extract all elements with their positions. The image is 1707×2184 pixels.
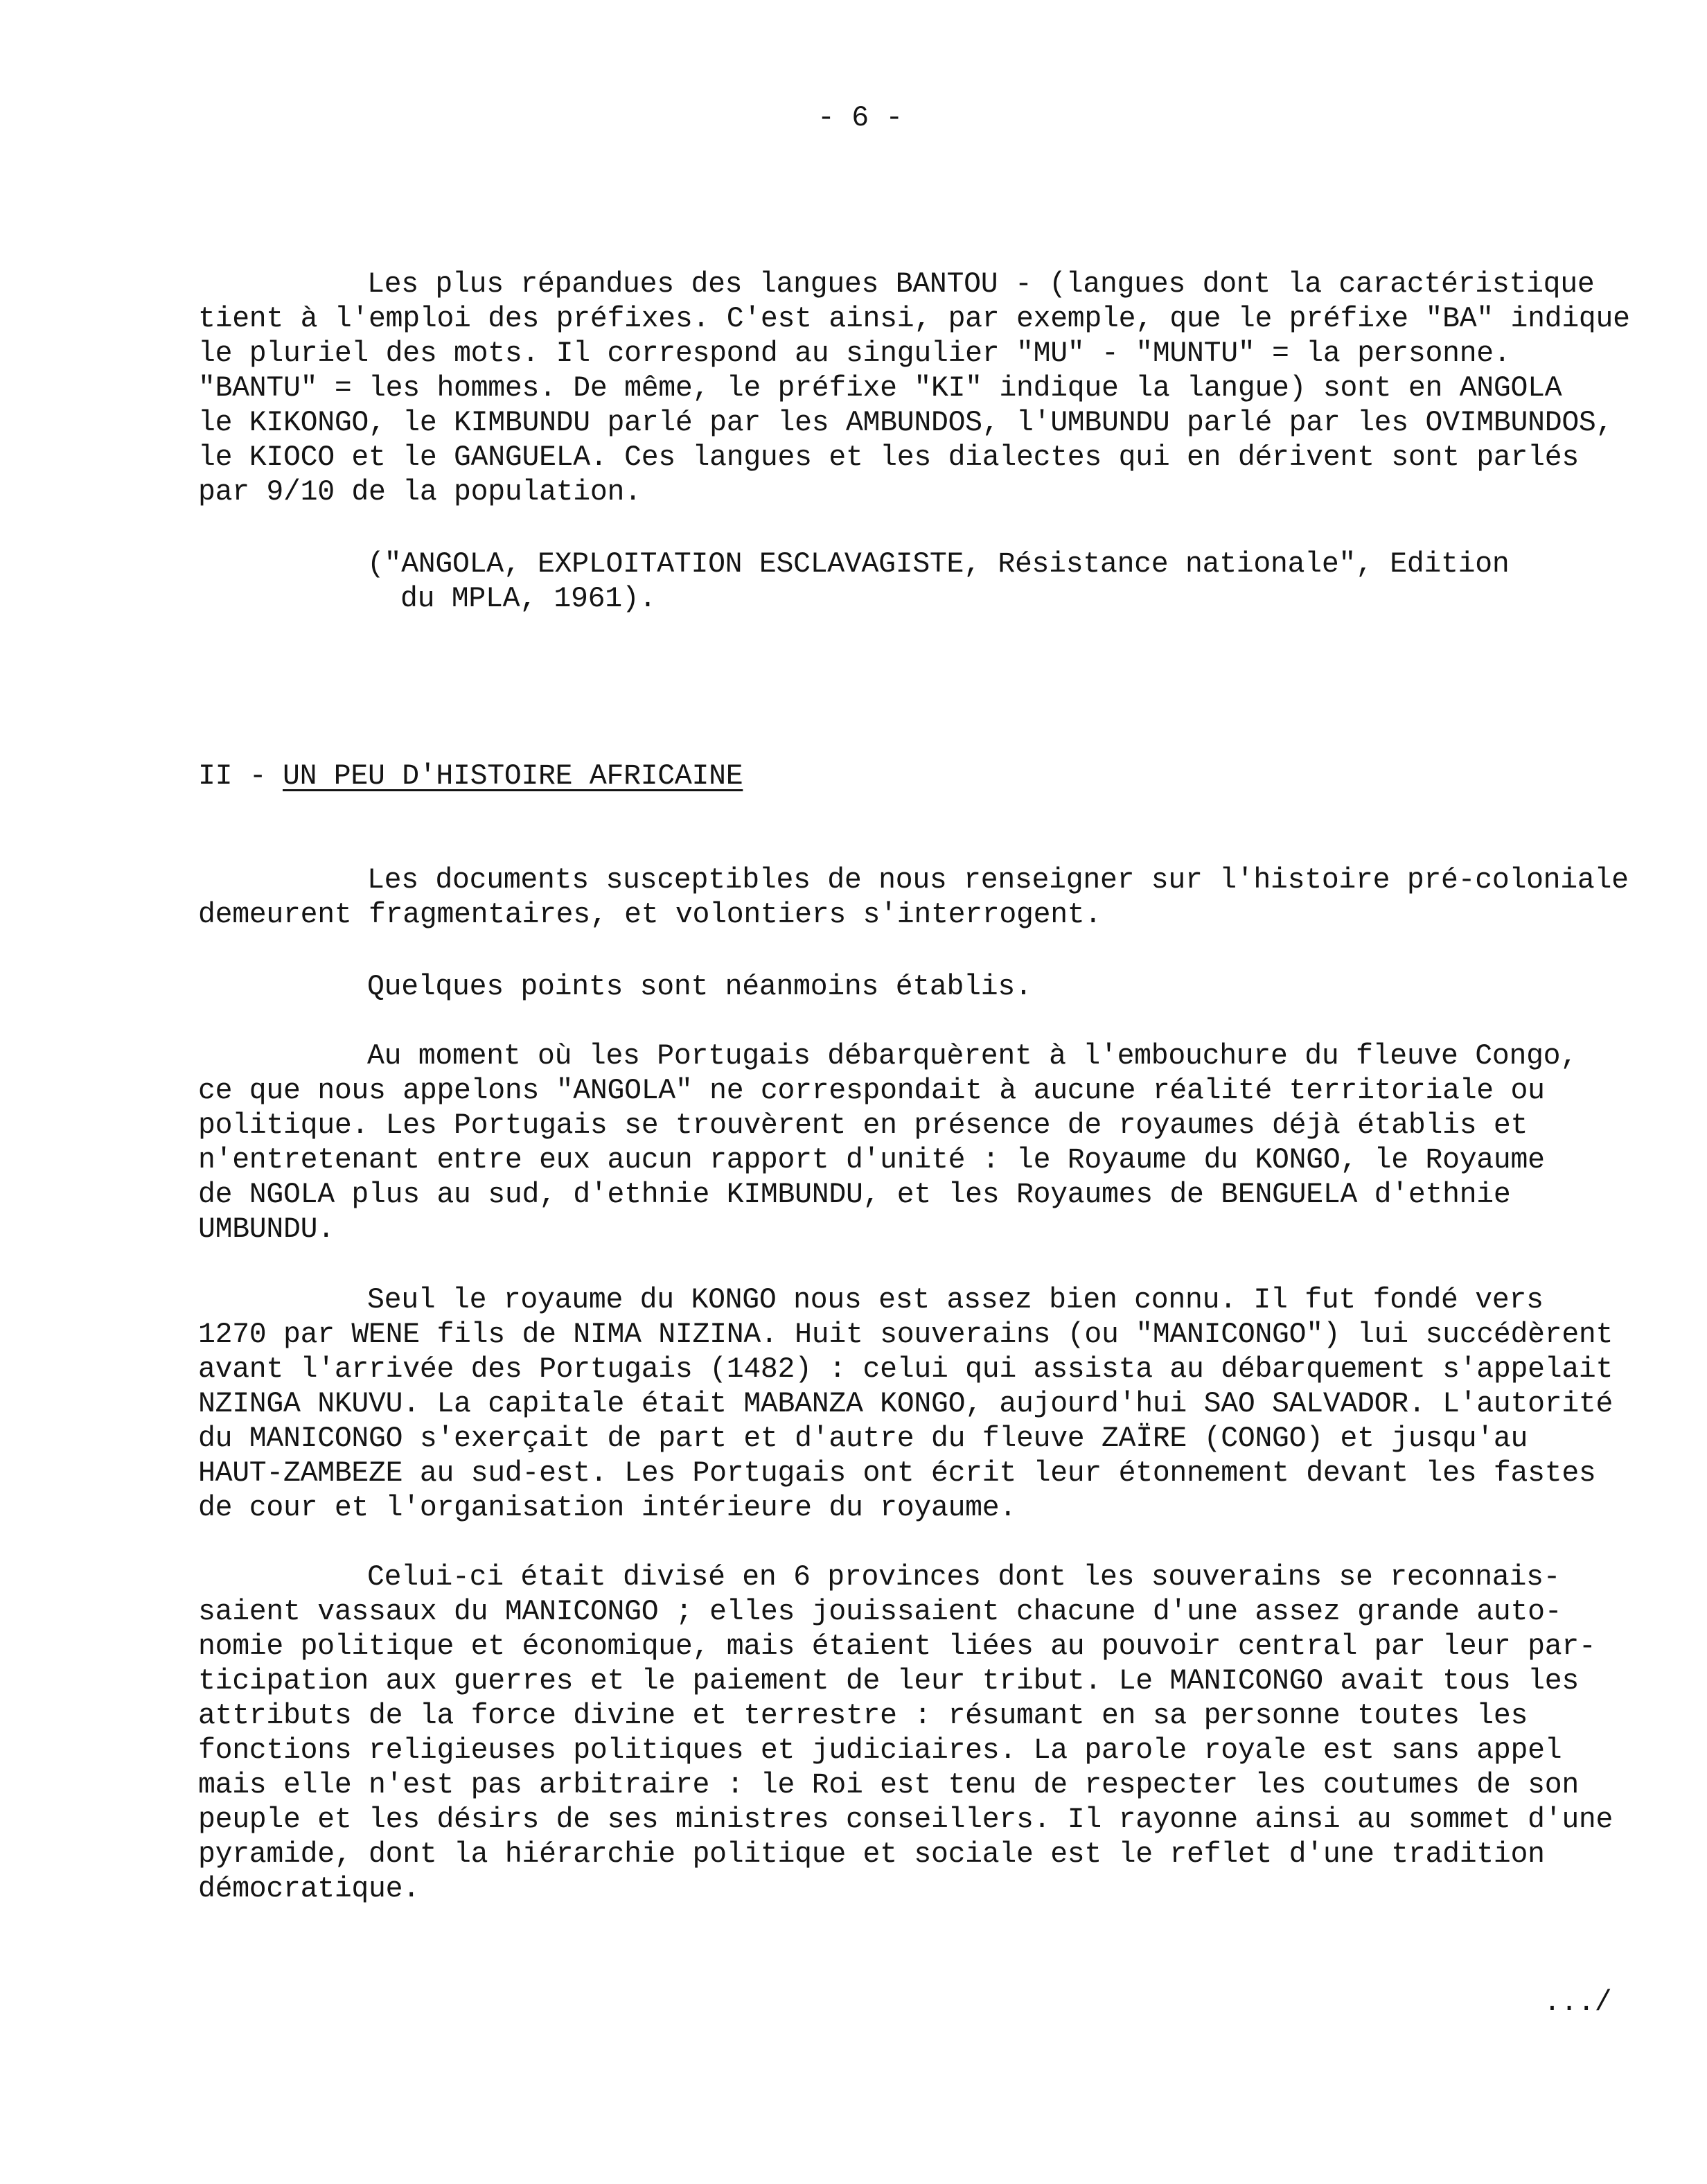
text-line: 1270 par WENE fils de NIMA NIZINA. Huit souverains (ou "MANICONGO") lui succédèrent (198, 1319, 1613, 1351)
page-number: - 6 - (817, 102, 903, 134)
text-line: HAUT-ZAMBEZE au sud-est. Les Portugais ont écrit leur étonnement devant les fastes (198, 1457, 1596, 1490)
text-line: nomie politique et économique, mais étaient liées au pouvoir central par leur par- (198, 1630, 1596, 1663)
text-line: ce que nous appelons "ANGOLA" ne correspondait à aucune réalité territoriale ou (198, 1075, 1545, 1107)
text-line: Les documents susceptibles de nous renseigner sur l'histoire pré-coloniale (367, 864, 1629, 897)
text-line: de NGOLA plus au sud, d'ethnie KIMBUNDU, et les Royaumes de BENGUELA d'ethnie (198, 1179, 1511, 1211)
text-line: par 9/10 de la population. (198, 476, 642, 509)
text-line: peuple et les désirs de ses ministres conseillers. Il rayonne ainsi au sommet d'une (198, 1804, 1613, 1836)
text-line: UMBUNDU. (198, 1213, 335, 1246)
text-line: fonctions religieuses politiques et judiciaires. La parole royale est sans appel (198, 1734, 1562, 1767)
text-line: avant l'arrivée des Portugais (1482) : celui qui assista au débarquement s'appelait (198, 1353, 1613, 1386)
text-line: pyramide, dont la hiérarchie politique et sociale est le reflet d'une tradition (198, 1838, 1545, 1871)
text-line: de cour et l'organisation intérieure du royaume. (198, 1492, 1016, 1524)
text-line: Au moment où les Portugais débarquèrent à l'embouchure du fleuve Congo, (367, 1040, 1577, 1073)
text-line: tient à l'emploi des préfixes. C'est ainsi, par exemple, que le préfixe "BA" indique (198, 303, 1630, 335)
text-line: saient vassaux du MANICONGO ; elles jouissaient chacune d'une assez grande auto- (198, 1596, 1562, 1628)
text-line: du MANICONGO s'exerçait de part et d'autre du fleuve ZAÏRE (CONGO) et jusqu'au (198, 1423, 1528, 1455)
text-line: démocratique. (198, 1873, 420, 1905)
citation-line: du MPLA, 1961). (400, 583, 657, 615)
text-line: Celui-ci était divisé en 6 provinces dont les souverains se reconnais- (367, 1561, 1561, 1594)
text-line: le KIOCO et le GANGUELA. Ces langues et les dialectes qui en dérivent sont parlés (198, 441, 1579, 474)
text-line: Les plus répandues des langues BANTOU - (langues dont la caractéristique (367, 268, 1595, 301)
text-line: n'entretenant entre eux aucun rapport d'unité : le Royaume du KONGO, le Royaume (198, 1144, 1545, 1177)
text-line: NZINGA NKUVU. La capitale était MABANZA KONGO, aujourd'hui SAO SALVADOR. L'autorité (198, 1388, 1613, 1420)
section-number: II - (198, 760, 267, 793)
text-line: Quelques points sont néanmoins établis. (367, 971, 1032, 1003)
continuation-mark: .../ (1544, 1987, 1612, 2019)
text-line: le KIKONGO, le KIMBUNDU parlé par les AMBUNDOS, l'UMBUNDU parlé par les OVIMBUNDOS, (198, 407, 1613, 439)
text-line: demeurent fragmentaires, et volontiers s'interrogent. (198, 899, 1102, 931)
text-line: Seul le royaume du KONGO nous est assez bien connu. Il fut fondé vers (367, 1284, 1544, 1316)
text-line: ticipation aux guerres et le paiement de leur tribut. Le MANICONGO avait tous les (198, 1665, 1579, 1698)
section-title: UN PEU D'HISTOIRE AFRICAINE (283, 760, 743, 793)
text-line: le pluriel des mots. Il correspond au singulier "MU" - "MUNTU" = la personne. (198, 337, 1511, 370)
text-line: politique. Les Portugais se trouvèrent en présence de royaumes déjà établis et (198, 1109, 1528, 1142)
text-line: "BANTU" = les hommes. De même, le préfixe "KI" indique la langue) sont en ANGOLA (198, 372, 1562, 405)
text-line: mais elle n'est pas arbitraire : le Roi est tenu de respecter les coutumes de son (198, 1769, 1579, 1802)
citation-line: ("ANGOLA, EXPLOITATION ESCLAVAGISTE, Résistance nationale", Edition (367, 548, 1510, 581)
text-line: attributs de la force divine et terrestre : résumant en sa personne toutes les (198, 1700, 1528, 1732)
